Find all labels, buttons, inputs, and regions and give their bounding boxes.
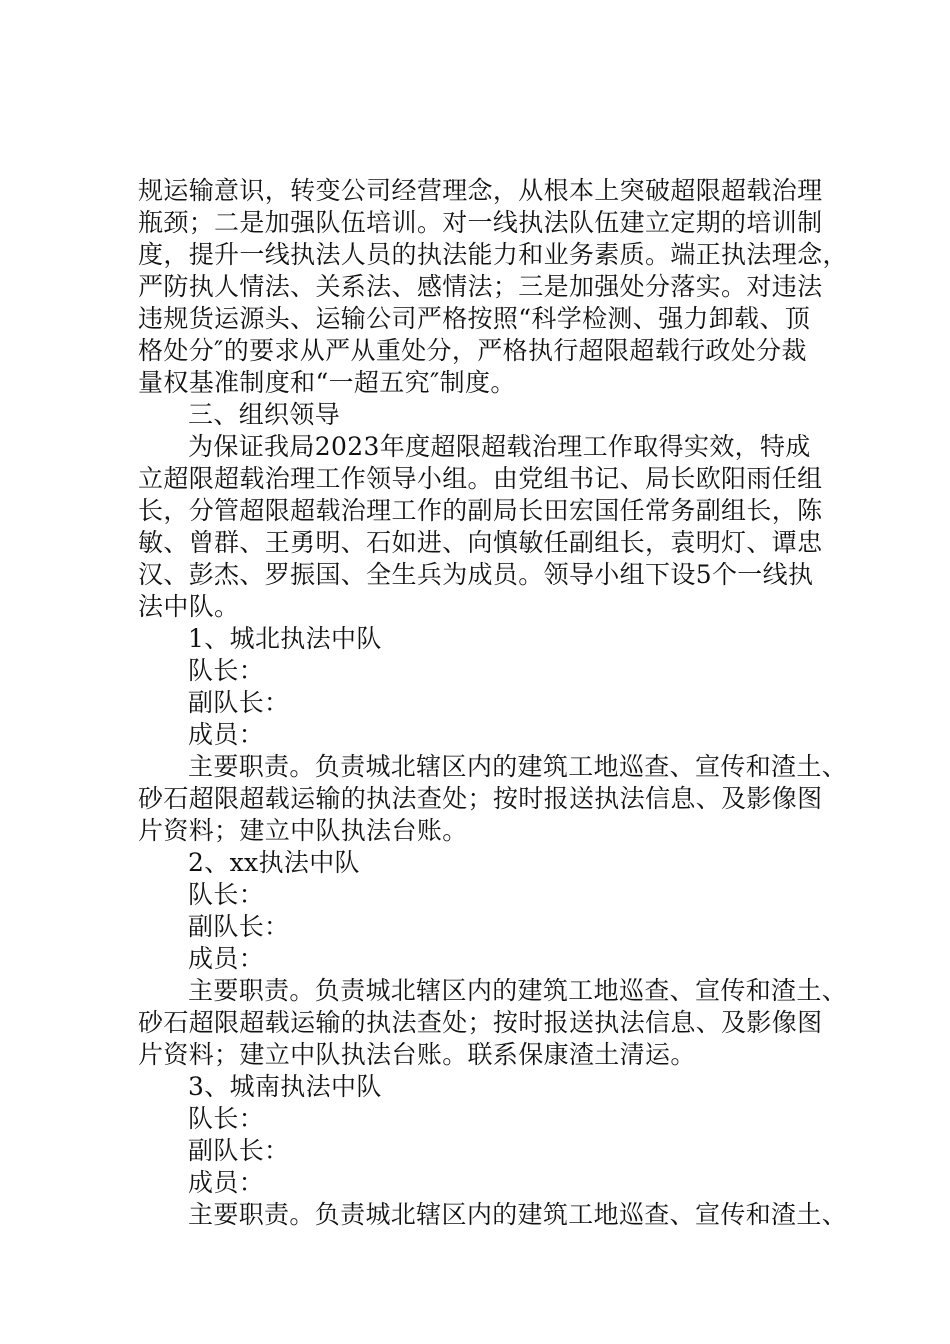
subsection-heading: 1、城北执法中队 <box>188 624 382 653</box>
text-line: 长，分管超限超载治理工作的副局长田宏国任常务副组长，陈 <box>138 496 823 525</box>
subsection-heading: 3、城南执法中队 <box>188 1072 382 1101</box>
subsection-heading: 2、xx执法中队 <box>188 848 360 877</box>
field-label: 副队长： <box>188 1136 290 1165</box>
text-line: 片资料；建立中队执法台账。 <box>138 816 468 845</box>
field-label: 副队长： <box>188 912 290 941</box>
text-line: 砂石超限超载运输的执法查处；按时报送执法信息、及影像图 <box>138 784 823 813</box>
text-line: 格处分″的要求从严从重处分，严格执行超限超载行政处分裁 <box>138 336 807 365</box>
text-line: 为保证我局2023年度超限超载治理工作取得实效，特成 <box>188 432 811 461</box>
text-line: 主要职责。负责城北辖区内的建筑工地巡查、宣传和渣土、 <box>188 1200 848 1229</box>
text-line: 瓶颈；二是加强队伍培训。对一线执法队伍建立定期的培训制 <box>138 208 823 237</box>
field-label: 队长： <box>188 1104 265 1133</box>
text-line: 法中队。 <box>138 592 240 621</box>
text-line: 度，提升一线执法人员的执法能力和业务素质。端正执法理念， <box>138 240 848 269</box>
text-line: 规运输意识，转变公司经营理念，从根本上突破超限超载治理 <box>138 176 823 205</box>
field-label: 队长： <box>188 880 265 909</box>
text-line: 主要职责。负责城北辖区内的建筑工地巡查、宣传和渣土、 <box>188 976 848 1005</box>
text-line: 敏、曾群、王勇明、石如进、向慎敏任副组长，袁明灯、谭忠 <box>138 528 823 557</box>
field-label: 队长： <box>188 656 265 685</box>
field-label: 成员： <box>188 944 265 973</box>
text-line: 主要职责。负责城北辖区内的建筑工地巡查、宣传和渣土、 <box>188 752 848 781</box>
field-label: 成员： <box>188 1168 265 1197</box>
text-line: 量权基准制度和“一超五究″制度。 <box>138 368 516 397</box>
section-heading: 三、组织领导 <box>188 400 341 429</box>
text-line: 砂石超限超载运输的执法查处；按时报送执法信息、及影像图 <box>138 1008 823 1037</box>
text-line: 汉、彭杰、罗振国、全生兵为成员。领导小组下设5个一线执 <box>138 560 814 589</box>
text-line: 立超限超载治理工作领导小组。由党组书记、局长欧阳雨任组 <box>138 464 823 493</box>
text-line: 违规货运源头、运输公司严格按照“科学检测、强力卸载、顶 <box>138 304 811 333</box>
text-line: 严防执人情法、关系法、感情法；三是加强处分落实。对违法 <box>138 272 823 301</box>
field-label: 副队长： <box>188 688 290 717</box>
field-label: 成员： <box>188 720 265 749</box>
text-line: 片资料；建立中队执法台账。联系保康渣土清运。 <box>138 1040 696 1069</box>
